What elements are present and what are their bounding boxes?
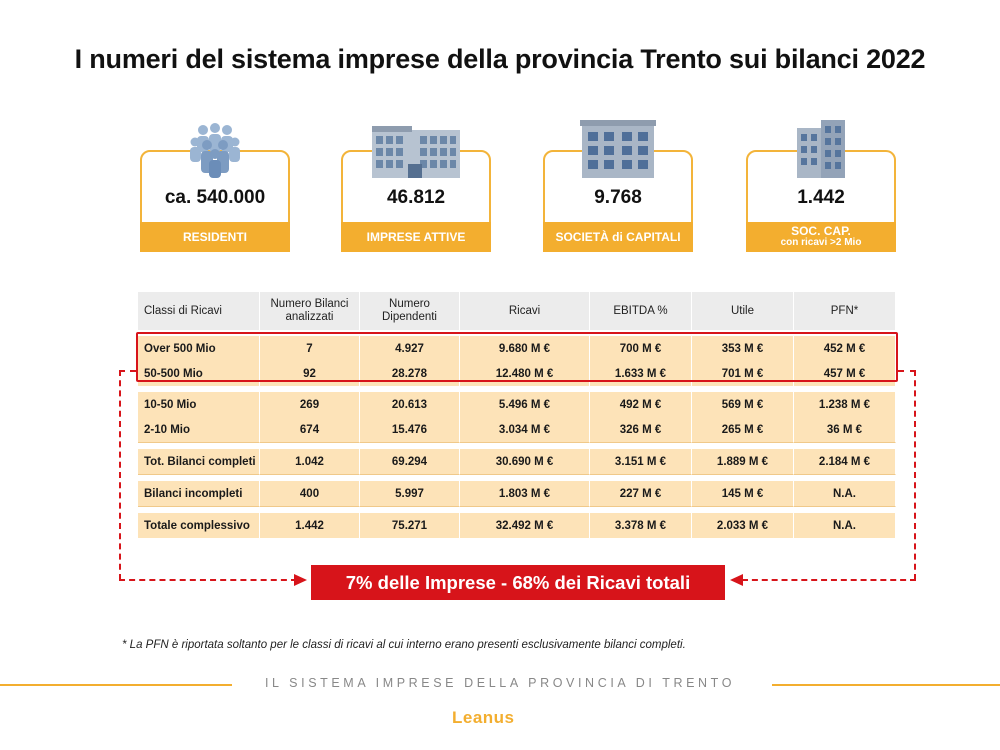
table-cell: Tot. Bilanci completi	[138, 449, 260, 475]
card-sublabel: con ricavi >2 Mio	[780, 237, 862, 248]
card-value: 46.812	[386, 187, 446, 208]
people-icon	[185, 120, 245, 180]
card-value: ca. 540.000	[164, 187, 266, 208]
card-residents	[140, 150, 290, 252]
table-row	[138, 392, 896, 417]
table-cell: 2.033 M €	[692, 513, 794, 538]
office-building-icon	[370, 124, 462, 180]
table-cell: 5.997	[360, 481, 460, 507]
table-cell: 3.151 M €	[590, 449, 692, 475]
table-row	[138, 417, 896, 443]
table-cell: N.A.	[794, 481, 896, 507]
card-value: 9.768	[594, 187, 642, 208]
column-header: Numero Bilanci analizzati	[260, 292, 360, 330]
card-label: SOC. CAP. con ricavi >2 Mio	[746, 222, 896, 252]
card-active-businesses	[341, 150, 491, 252]
highlight-banner: 7% delle Imprese - 68% dei Ricavi totali	[311, 565, 725, 600]
table-cell: 28.278	[360, 361, 460, 386]
table-cell: 265 M €	[692, 417, 794, 443]
table-cell: 701 M €	[692, 361, 794, 386]
column-header: EBITDA %	[590, 292, 692, 330]
table-cell: 4.927	[360, 336, 460, 361]
column-header: Classi di Ricavi	[138, 292, 260, 330]
arrow-right-icon	[294, 573, 308, 587]
card-label: SOCIETÀ di CAPITALI	[543, 222, 693, 252]
table-cell: Bilanci incompleti	[138, 481, 260, 507]
card-capital-companies	[543, 150, 693, 252]
table-header-row	[138, 292, 896, 330]
table-cell: 452 M €	[794, 336, 896, 361]
table-cell: 5.496 M €	[460, 392, 590, 417]
table-cell: 400	[260, 481, 360, 507]
table-row	[138, 481, 896, 507]
highlight-frame	[136, 332, 898, 382]
table-cell: 353 M €	[692, 336, 794, 361]
table-cell: 36 M €	[794, 417, 896, 443]
table-cell: 145 M €	[692, 481, 794, 507]
table-cell: 3.378 M €	[590, 513, 692, 538]
divider-right	[772, 684, 1000, 686]
table-cell: 326 M €	[590, 417, 692, 443]
dashed-connector-right-bottom	[742, 579, 916, 581]
card-value: 1.442	[797, 187, 845, 208]
table-cell: 1.042	[260, 449, 360, 475]
table-cell: 15.476	[360, 417, 460, 443]
table-cell: 92	[260, 361, 360, 386]
table-row	[138, 513, 896, 538]
table-cell: 1.633 M €	[590, 361, 692, 386]
column-header: PFN*	[794, 292, 896, 330]
dashed-connector-right-vertical	[914, 370, 916, 580]
table-cell: Totale complessivo	[138, 513, 260, 538]
page-title: I numeri del sistema imprese della provincia Trento sui bilanci 2022	[74, 44, 926, 74]
table-cell: 69.294	[360, 449, 460, 475]
table-cell: 674	[260, 417, 360, 443]
table-cell: N.A.	[794, 513, 896, 538]
table-cell: 30.690 M €	[460, 449, 590, 475]
table-cell: 1.889 M €	[692, 449, 794, 475]
table-cell: 50-500 Mio	[138, 361, 260, 386]
table-cell: 1.238 M €	[794, 392, 896, 417]
table-cell: 1.442	[260, 513, 360, 538]
divider-left	[0, 684, 232, 686]
table-cell: 32.492 M €	[460, 513, 590, 538]
table-cell: Over 500 Mio	[138, 336, 260, 361]
revenue-classes-table	[138, 292, 896, 538]
bottom-caption: IL SISTEMA IMPRESE DELLA PROVINCIA DI TRENTO	[264, 676, 736, 690]
card-large-companies	[746, 150, 896, 252]
table-row	[138, 449, 896, 475]
arrow-left-icon	[729, 573, 743, 587]
table-cell: 20.613	[360, 392, 460, 417]
table-cell: 1.803 M €	[460, 481, 590, 507]
table-cell: 457 M €	[794, 361, 896, 386]
tower-building-icon	[793, 120, 849, 180]
table-cell: 9.680 M €	[460, 336, 590, 361]
dashed-connector-left-top	[119, 370, 136, 372]
table-cell: 569 M €	[692, 392, 794, 417]
card-label: IMPRESE ATTIVE	[341, 222, 491, 252]
table-cell: 75.271	[360, 513, 460, 538]
column-header: Ricavi	[460, 292, 590, 330]
card-label: RESIDENTI	[140, 222, 290, 252]
table-cell: 269	[260, 392, 360, 417]
column-header: Utile	[692, 292, 794, 330]
dashed-connector-left-bottom	[119, 579, 297, 581]
table-cell: 7	[260, 336, 360, 361]
table-cell: 10-50 Mio	[138, 392, 260, 417]
table-cell: 492 M €	[590, 392, 692, 417]
table-cell: 3.034 M €	[460, 417, 590, 443]
company-building-icon	[580, 120, 656, 180]
leanus-logo: Leanus	[452, 708, 515, 727]
column-header: Numero Dipendenti	[360, 292, 460, 330]
table-cell: 700 M €	[590, 336, 692, 361]
table-cell: 2.184 M €	[794, 449, 896, 475]
footnote: * La PFN è riportata soltanto per le classi di ricavi al cui interno erano presenti esclusivamente bilanci completi.	[122, 639, 686, 651]
table-cell: 227 M €	[590, 481, 692, 507]
table-cell: 2-10 Mio	[138, 417, 260, 443]
table-cell: 12.480 M €	[460, 361, 590, 386]
dashed-connector-left-vertical	[119, 370, 121, 580]
